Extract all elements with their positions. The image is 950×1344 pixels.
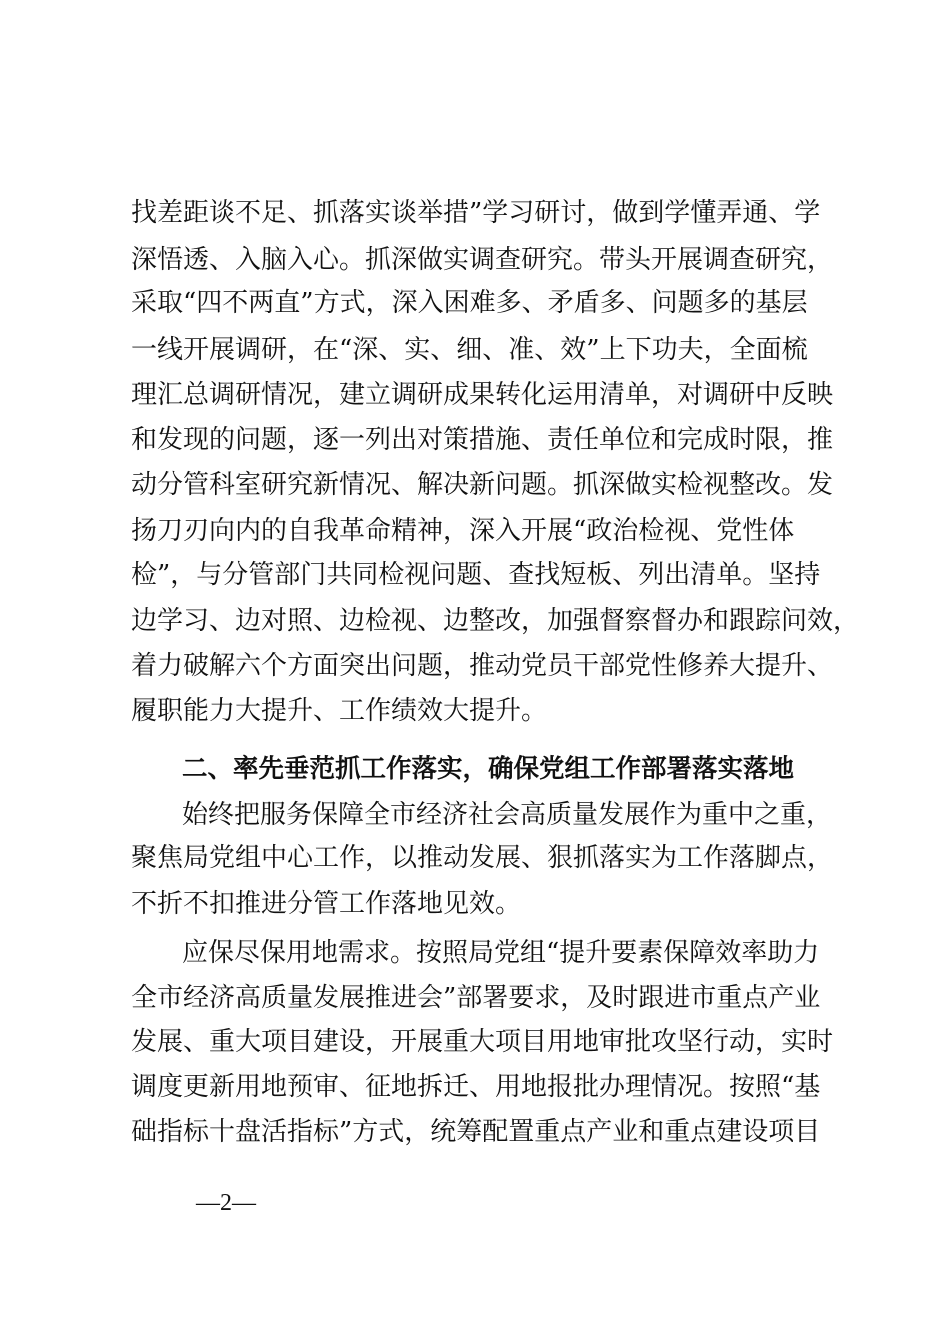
body-line: 扬刀刃向内的自我革命精神，深入开展“政治检视、党性体 xyxy=(131,516,795,546)
body-line: 发展、重大项目建设，开展重大项目用地审批攻坚行动，实时 xyxy=(131,1027,834,1057)
body-line: 调度更新用地预审、征地拆迁、用地报批办理情况。按照“基 xyxy=(131,1072,821,1102)
page-number: —2— xyxy=(196,1190,256,1216)
section-heading: 二、率先垂范抓工作落实，确保党组工作部署落实落地 xyxy=(182,754,795,784)
body-line: 检”，与分管部门共同检视问题、查找短板、列出清单。坚持 xyxy=(131,560,821,590)
body-line: 理汇总调研情况，建立调研成果转化运用清单，对调研中反映 xyxy=(131,380,834,410)
body-line: 采取“四不两直”方式，深入困难多、矛盾多、问题多的基层 xyxy=(131,288,808,318)
body-line: 始终把服务保障全市经济社会高质量发展作为重中之重， xyxy=(182,800,833,830)
body-line: 找差距谈不足、抓落实谈举措”学习研讨，做到学懂弄通、学 xyxy=(131,198,821,228)
body-line: 着力破解六个方面突出问题，推动党员干部党性修养大提升、 xyxy=(131,651,834,681)
body-line: 和发现的问题，逐一列出对策措施、责任单位和完成时限，推 xyxy=(131,425,834,455)
body-line: 聚焦局党组中心工作，以推动发展、狠抓落实为工作落脚点， xyxy=(131,843,834,873)
body-line: 深悟透、入脑入心。抓深做实调查研究。带头开展调查研究， xyxy=(131,245,834,275)
body-line: 应保尽保用地需求。按照局党组“提升要素保障效率助力 xyxy=(182,938,820,968)
body-line: 边学习、边对照、边检视、边整改，加强督察督办和跟踪问效， xyxy=(131,606,860,636)
body-line: 础指标十盘活指标”方式，统筹配置重点产业和重点建设项目 xyxy=(131,1117,821,1147)
body-line: 一线开展调研，在“深、实、细、准、效”上下功夫，全面梳 xyxy=(131,335,808,365)
body-line: 动分管科室研究新情况、解决新问题。抓深做实检视整改。发 xyxy=(131,470,834,500)
body-line: 履职能力大提升、工作绩效大提升。 xyxy=(131,696,548,726)
body-line: 不折不扣推进分管工作落地见效。 xyxy=(131,889,522,919)
body-line: 全市经济高质量发展推进会”部署要求，及时跟进市重点产业 xyxy=(131,983,821,1013)
